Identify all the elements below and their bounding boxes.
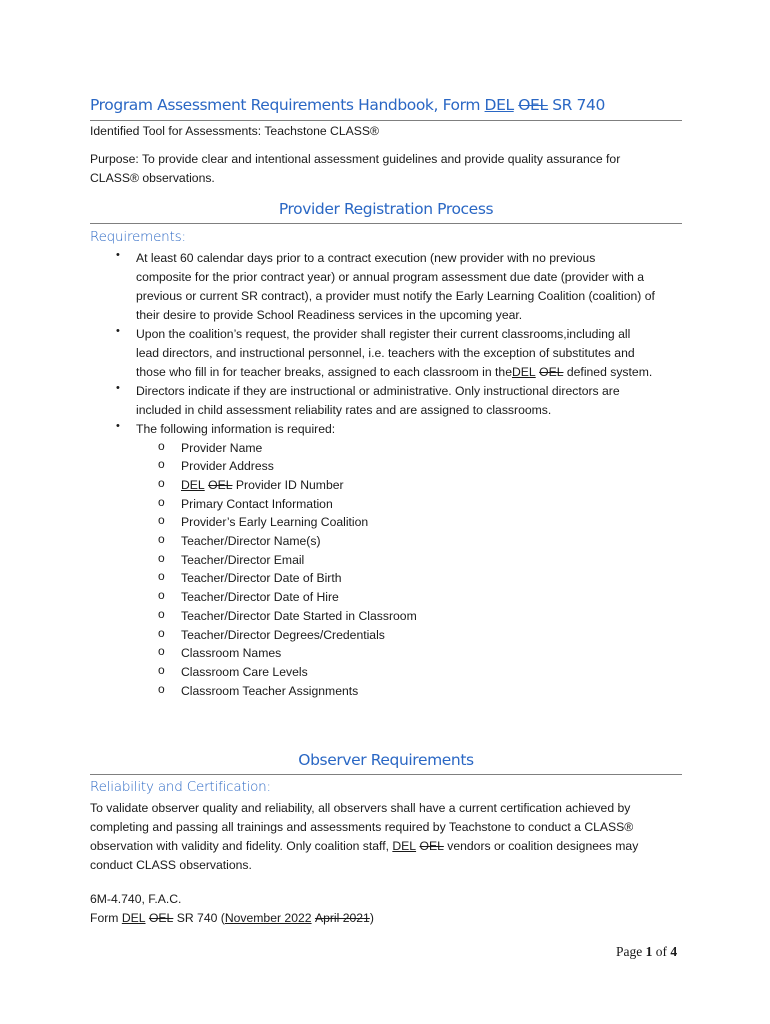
section-heading-registration: Provider Registration Process [278,200,494,218]
subitem-marker: o [158,495,165,509]
bullet-2: • [116,325,120,337]
subitem: Teacher/Director Date of Birth [181,571,342,585]
bullet-1-line-1: At least 60 calendar days prior to a contract execution (new provider with no previous [136,251,596,265]
subitem-marker: o [158,569,165,583]
requirements-subheading: Requirements: [90,229,186,245]
bullet-2-line-3: those who fill in for teacher breaks, assigned to each classroom in theDEL OEL defined system. [136,365,653,379]
bullet-2-line-1: Upon the coalition’s request, the provider shall register their current classrooms,including all [136,327,631,341]
subitem: Teacher/Director Date Started in Classroom [181,609,417,623]
subitem: Teacher/Director Name(s) [181,534,321,548]
bullet-4: • [116,420,120,432]
observer-para-line-4: conduct CLASS observations. [90,858,252,872]
observer-para-line-2: completing and passing all trainings and assessments required by Teachstone to conduct a CLASS® [90,820,634,834]
subitem-marker: o [158,532,165,546]
subitem-marker: o [158,439,165,453]
observer-para-line-3: observation with validity and fidelity. Only coalition staff, DEL OEL vendors or coalition designees may [90,839,639,853]
observer-rule [90,774,682,775]
subitem-marker: o [158,682,165,696]
subitem-provider-name: Provider Name [181,441,263,455]
section-heading-observer: Observer Requirements [298,751,474,769]
subitem: Classroom Teacher Assignments [181,684,359,698]
subitem: Teacher/Director Date of Hire [181,590,339,604]
footer-rule-citation: 6M-4.740, F.A.C. [90,892,182,906]
purpose-line-2: CLASS® observations. [90,171,215,185]
footer-form-line: Form DEL OEL SR 740 (November 2022 April 2021) [90,911,374,925]
subitem-marker: o [158,644,165,658]
bullet-3-line-1: Directors indicate if they are instructional or administrative. Only instructional directors are [136,384,620,398]
subitem-marker: o [158,588,165,602]
bullet-3: • [116,382,120,394]
subitem: Classroom Care Levels [181,665,308,679]
subitem-marker: o [158,476,165,490]
bullet-1-line-2: composite for the prior contract year) or annual program assessment due date (provider with a [136,270,645,284]
subitem-provider-address: Provider Address [181,459,274,473]
bullet-2-line-2: lead directors, and instructional personnel, i.e. teachers with the exception of substitutes and [136,346,635,360]
subitem-marker: o [158,457,165,471]
title-rule [90,120,682,121]
subitem: Teacher/Director Degrees/Credentials [181,628,385,642]
subitem-marker: o [158,513,165,527]
subitem-marker: o [158,607,165,621]
subitem: Primary Contact Information [181,497,333,511]
bullet-1-line-3: previous or current SR contract), a provider must notify the Early Learning Coalition (coalition) of [136,289,655,303]
bullet-3-line-2: included in child assessment reliability rates and are assigned to classrooms. [136,403,552,417]
bullet-4-line-1: The following information is required: [136,422,336,436]
subitem-provider-id: DEL OEL Provider ID Number [181,478,344,492]
document-title: Program Assessment Requirements Handbook, Form DEL OEL SR 740 [90,96,605,114]
subitem-marker: o [158,551,165,565]
subitem: Classroom Names [181,646,282,660]
reliability-subheading: Reliability and Certification: [90,779,271,795]
bullet-1-line-4: their desire to provide School Readiness services in the upcoming year. [136,308,523,322]
bullet-1: • [116,249,120,261]
subitem: Provider’s Early Learning Coalition [181,515,369,529]
subitem-marker: o [158,663,165,677]
subitem-marker: o [158,626,165,640]
observer-para-line-1: To validate observer quality and reliability, all observers shall have a current certification achieved by [90,801,631,815]
registration-rule [90,223,682,224]
identified-tool: Identified Tool for Assessments: Teachstone CLASS® [90,124,379,138]
page-number: Page 1 of 4 [616,944,678,959]
subitem: Teacher/Director Email [181,553,305,567]
purpose-line-1: Purpose: To provide clear and intentional assessment guidelines and provide quality assurance for [90,152,621,166]
